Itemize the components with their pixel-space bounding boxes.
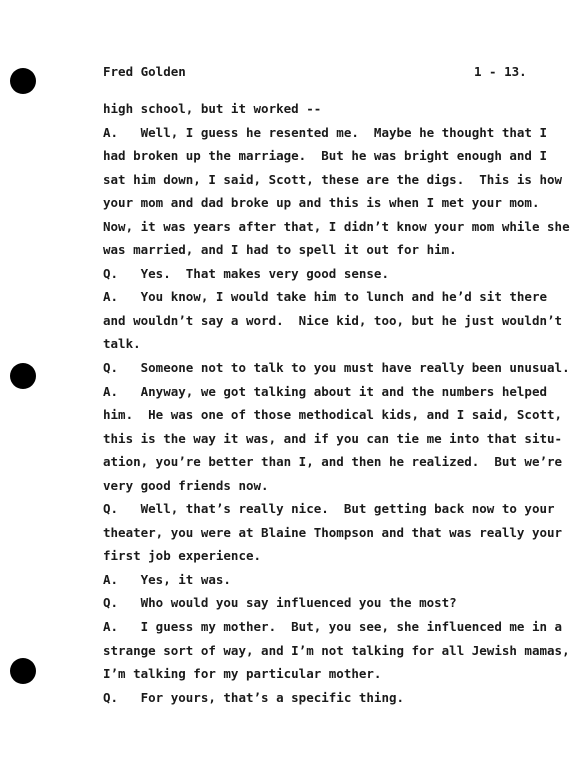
transcript-line: had broken up the marriage. But he was bright enough and I [103, 148, 548, 164]
transcript-line: ation, you’re better than I, and then he realized. But we’re [103, 454, 563, 470]
transcript-body [103, 101, 570, 713]
interviewee-name: Fred Golden [103, 64, 186, 79]
transcript-line: very good friends now. [103, 477, 269, 493]
transcript-line: your mom and dad broke up and this is when I met your mom. [103, 195, 540, 211]
transcript-line: Q. Well, that’s really nice. But getting back now to your [103, 501, 555, 517]
transcript-line: Q. Someone not to talk to you must have really been unusual. [103, 360, 570, 376]
punch-hole-middle [10, 363, 36, 389]
transcript-line: Q. For yours, that’s a specific thing. [103, 689, 405, 705]
transcript-line: sat him down, I said, Scott, these are the digs. This is how [103, 171, 563, 187]
transcript-line: A. Yes, it was. [103, 571, 231, 587]
punch-hole-top [10, 68, 36, 94]
transcript-line: and wouldn’t say a word. Nice kid, too, but he just wouldn’t [103, 312, 563, 328]
transcript-line: I’m talking for my particular mother. [103, 666, 382, 682]
transcript-line: talk. [103, 336, 141, 352]
transcript-line: high school, but it worked -- [103, 101, 322, 116]
transcript-line: Now, it was years after that, I didn’t know your mom while she [103, 218, 570, 234]
transcript-line: theater, you were at Blaine Thompson and that was really your [103, 524, 563, 540]
transcript-line: Q. Yes. That makes very good sense. [103, 265, 389, 281]
transcript-line: Q. Who would you say influenced you the most? [103, 595, 457, 611]
punch-hole-bottom [10, 658, 36, 684]
transcript-line: him. He was one of those methodical kids, and I said, Scott, [103, 407, 563, 423]
transcript-line: this is the way it was, and if you can tie me into that situ- [103, 430, 563, 446]
transcript-line: was married, and I had to spell it out for him. [103, 242, 457, 258]
transcript-line: A. Well, I guess he resented me. Maybe he thought that I [103, 124, 548, 140]
transcript-line: strange sort of way, and I’m not talking for all Jewish mamas, [103, 642, 570, 658]
transcript-line: A. Anyway, we got talking about it and the numbers helped [103, 383, 548, 399]
transcript-line: first job experience. [103, 548, 262, 564]
transcript-line: A. You know, I would take him to lunch and he’d sit there [103, 289, 548, 305]
transcript-line: A. I guess my mother. But, you see, she influenced me in a [103, 619, 563, 635]
page-number: 1 - 13. [474, 64, 527, 79]
